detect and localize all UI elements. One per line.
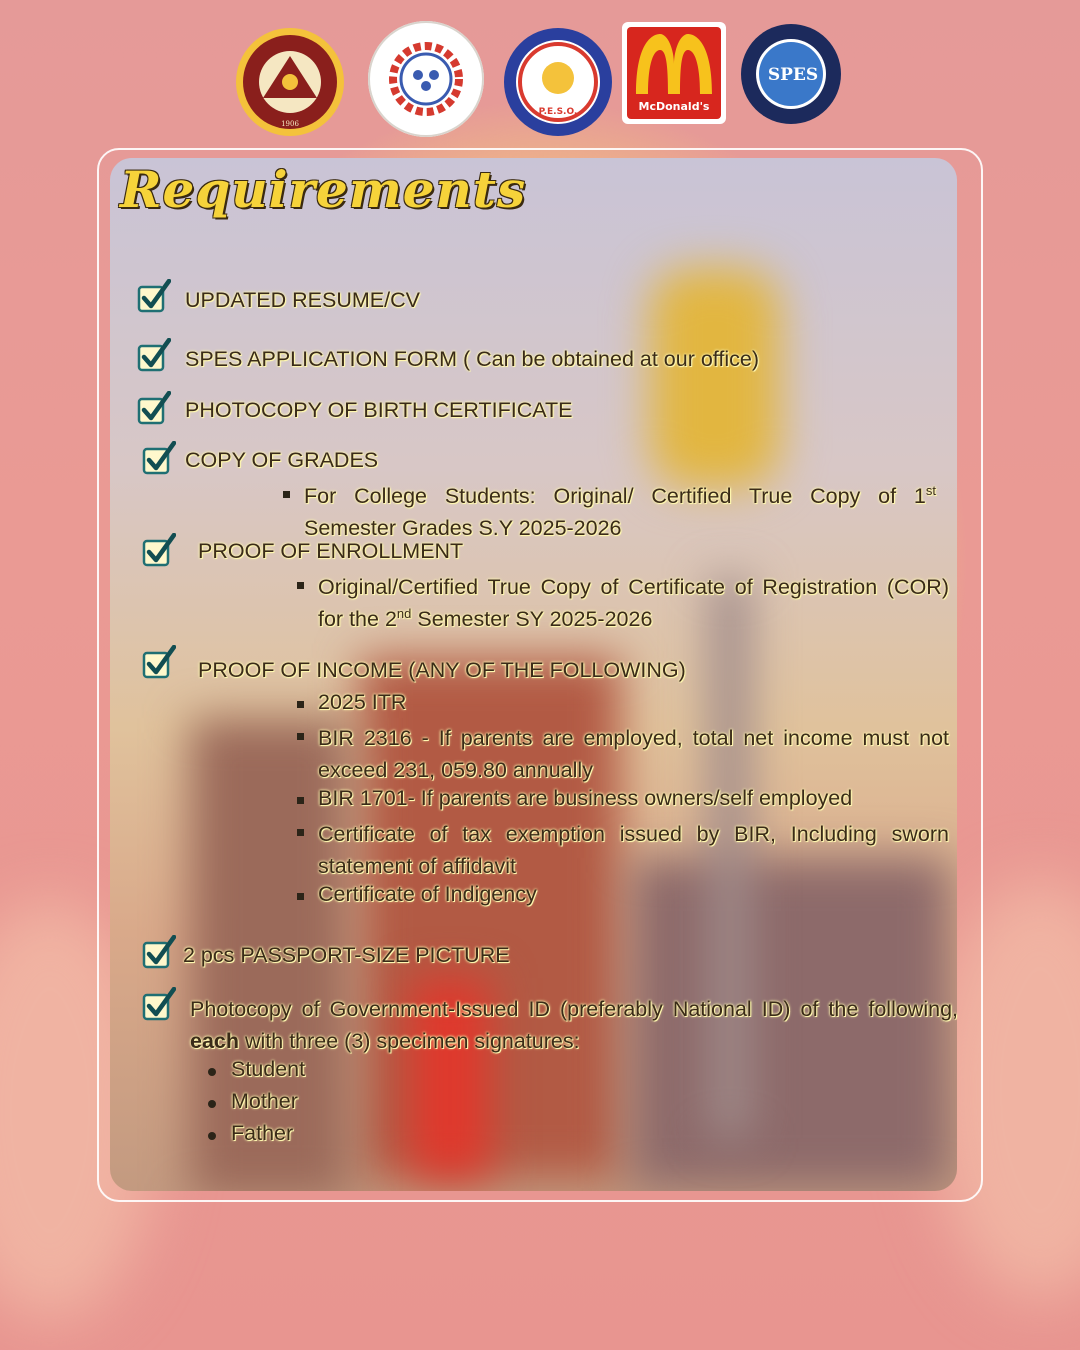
svg-text:McDonald's: McDonald's — [638, 100, 710, 113]
checkbox-checked-icon — [137, 338, 171, 372]
requirement-sub-item: Certificate of tax exemption issued by BIR, Including sworn statement of affidavit — [318, 822, 949, 878]
bullet-marker — [297, 701, 304, 708]
checkbox-checked-icon — [142, 935, 176, 969]
requirement-sub-item: Student — [231, 1057, 306, 1081]
requirement-item-label: PROOF OF INCOME (ANY OF THE FOLLOWING) — [198, 658, 686, 682]
requirement-sub-item: BIR 2316 - If parents are employed, total net income must not exceed 231, 059.80 annually — [318, 726, 949, 782]
svg-text:SPES: SPES — [767, 65, 819, 85]
requirement-sub-item: 2025 ITR — [318, 690, 407, 714]
bullet-marker — [297, 733, 304, 740]
bullet-marker — [297, 829, 304, 836]
peso-seal-icon — [503, 28, 613, 136]
checkbox-checked-icon — [142, 441, 176, 475]
requirement-item-label: SPES APPLICATION FORM ( Can be obtained at our office) — [185, 347, 759, 371]
checkbox-checked-icon — [142, 987, 176, 1021]
requirement-item-label: PHOTOCOPY OF BIRTH CERTIFICATE — [185, 398, 573, 422]
requirement-item-label: Photocopy of Government-Issued ID (preferably National ID) of the following, each with three (3) specimen signatures: — [190, 997, 958, 1053]
requirement-sub-item: Certificate of Indigency — [318, 882, 537, 906]
tsu-seal-icon — [233, 26, 348, 138]
requirement-item-label: COPY OF GRADES — [185, 448, 379, 472]
bullet-marker — [208, 1132, 216, 1140]
requirement-sub-item: Father — [231, 1121, 294, 1145]
requirement-item-label: PROOF OF ENROLLMENT — [198, 539, 464, 563]
cejps-seal-icon — [367, 20, 485, 138]
requirement-item-label: 2 pcs PASSPORT-SIZE PICTURE — [183, 943, 510, 967]
partner-logos — [0, 20, 1080, 135]
requirement-sub-item: BIR 1701- If parents are business owners/self employed — [318, 786, 853, 810]
bullet-marker — [283, 491, 290, 498]
requirement-item-label: UPDATED RESUME/CV — [185, 288, 420, 312]
checkbox-checked-icon — [137, 279, 171, 313]
requirement-sub-item: Mother — [231, 1089, 298, 1113]
bullet-marker — [297, 582, 304, 589]
background-blur — [650, 268, 780, 488]
requirement-sub-item: For College Students: Original/ Certified True Copy of 1st Semester Grades S.Y 2025-2026 — [304, 482, 936, 540]
mcdonalds-logo-icon — [620, 20, 728, 126]
svg-text:P.E.S.O.: P.E.S.O. — [538, 107, 578, 117]
bullet-marker — [297, 893, 304, 900]
checkbox-checked-icon — [142, 533, 176, 567]
bullet-marker — [208, 1068, 216, 1076]
page-title: Requirements — [120, 160, 527, 219]
checkbox-checked-icon — [142, 645, 176, 679]
checkbox-checked-icon — [137, 391, 171, 425]
bullet-marker — [208, 1100, 216, 1108]
svg-text:1906: 1906 — [281, 120, 299, 128]
bullet-marker — [297, 797, 304, 804]
requirement-sub-item: Original/Certified True Copy of Certificate of Registration (COR) for the 2nd Semester SY 2025-2026 — [318, 575, 949, 631]
spes-seal-icon — [738, 22, 844, 126]
